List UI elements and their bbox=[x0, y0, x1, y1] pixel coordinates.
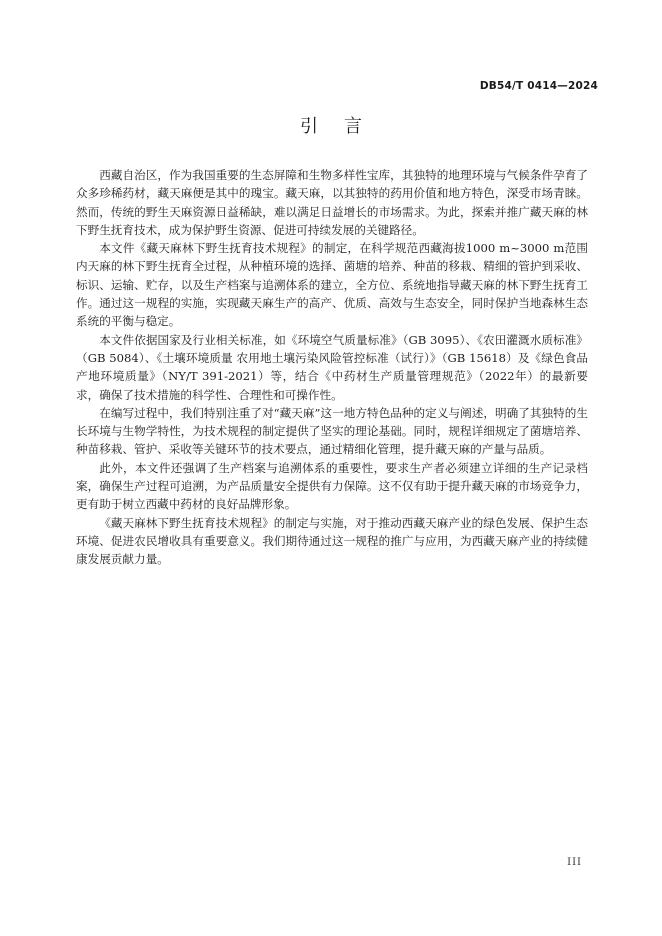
paragraph: 此外，本文件还强调了生产档案与追溯体系的重要性，要求生产者必须建立详细的生产记录档案，确保生产过程可追溯，为产品质量安全提供有力保障。这不仅有助于提升藏天麻的市场竞争力，更有助于树立西藏中药材的良好品牌形象。 bbox=[76, 460, 588, 512]
page-title: 引言 bbox=[300, 116, 388, 137]
paragraph: 西藏自治区，作为我国重要的生态屏障和生物多样性宝库，其独特的地理环境与气候条件孕育了众多珍稀药材，藏天麻便是其中的瑰宝。藏天麻，以其独特的药用价值和地方特色，深受市场青睐。然而，传统的野生天麻资源日益稀缺，难以满足日益增长的市场需求。为此，探索并推广藏天麻的林下野生抚育技术，成为保护野生资源、促进可持续发展的关键路径。 bbox=[76, 168, 588, 237]
paragraph: 在编写过程中，我们特别注重了对“藏天麻”这一地方特色品种的定义与阐述，明确了其独特的生长环境与生物学特性，为技术规程的制定提供了坚实的理论基础。同时，规程详细规定了菌塘培养、种苗移栽、管护、采收等关键环节的技术要点，通过精细化管理，提升藏天麻的产量与品质。 bbox=[76, 405, 588, 457]
document-code: DB54/T 0414—2024 bbox=[479, 80, 598, 92]
paragraph: 本文件《藏天麻林下野生抚育技术规程》的制定，在科学规范西藏海拔1000 m~3000 m范围内天麻的林下野生抚育全过程，从种植环境的选择、菌塘的培养、种苗的移栽、精细的管护到采收、标识、运输、贮存，以及生产档案与追溯体系的建立，全方位、系统地指导藏天麻的林下野生抚育工作。通过这一规程的实施，实现藏天麻生产的高产、优质、高效与生态安全，同时保护当地森林生态系统的平衡与稳定。 bbox=[76, 241, 588, 329]
paragraph: 本文件依据国家及行业相关标准，如《环境空气质量标准》（GB 3095）、《农田灌溉水质标准》（GB 5084）、《土壤环境质量 农用地土壤污染风险管控标准（试行）》（GB 15618）及《绿色食品 产地环境质量》（NY/T 391-2021）等，结合《中药材生产质量管理规范》（2022年）的最新要求，确保了技术措施的科学性、合理性和可操作性。 bbox=[76, 332, 588, 402]
page-number: III bbox=[567, 857, 582, 868]
paragraph: 《藏天麻林下野生抚育技术规程》的制定与实施，对于推动西藏天麻产业的绿色发展、保护生态环境、促进农民增收具有重要意义。我们期待通过这一规程的推广与应用，为西藏天麻产业的持续健康发展贡献力量。 bbox=[76, 515, 588, 567]
document-body bbox=[76, 166, 588, 569]
